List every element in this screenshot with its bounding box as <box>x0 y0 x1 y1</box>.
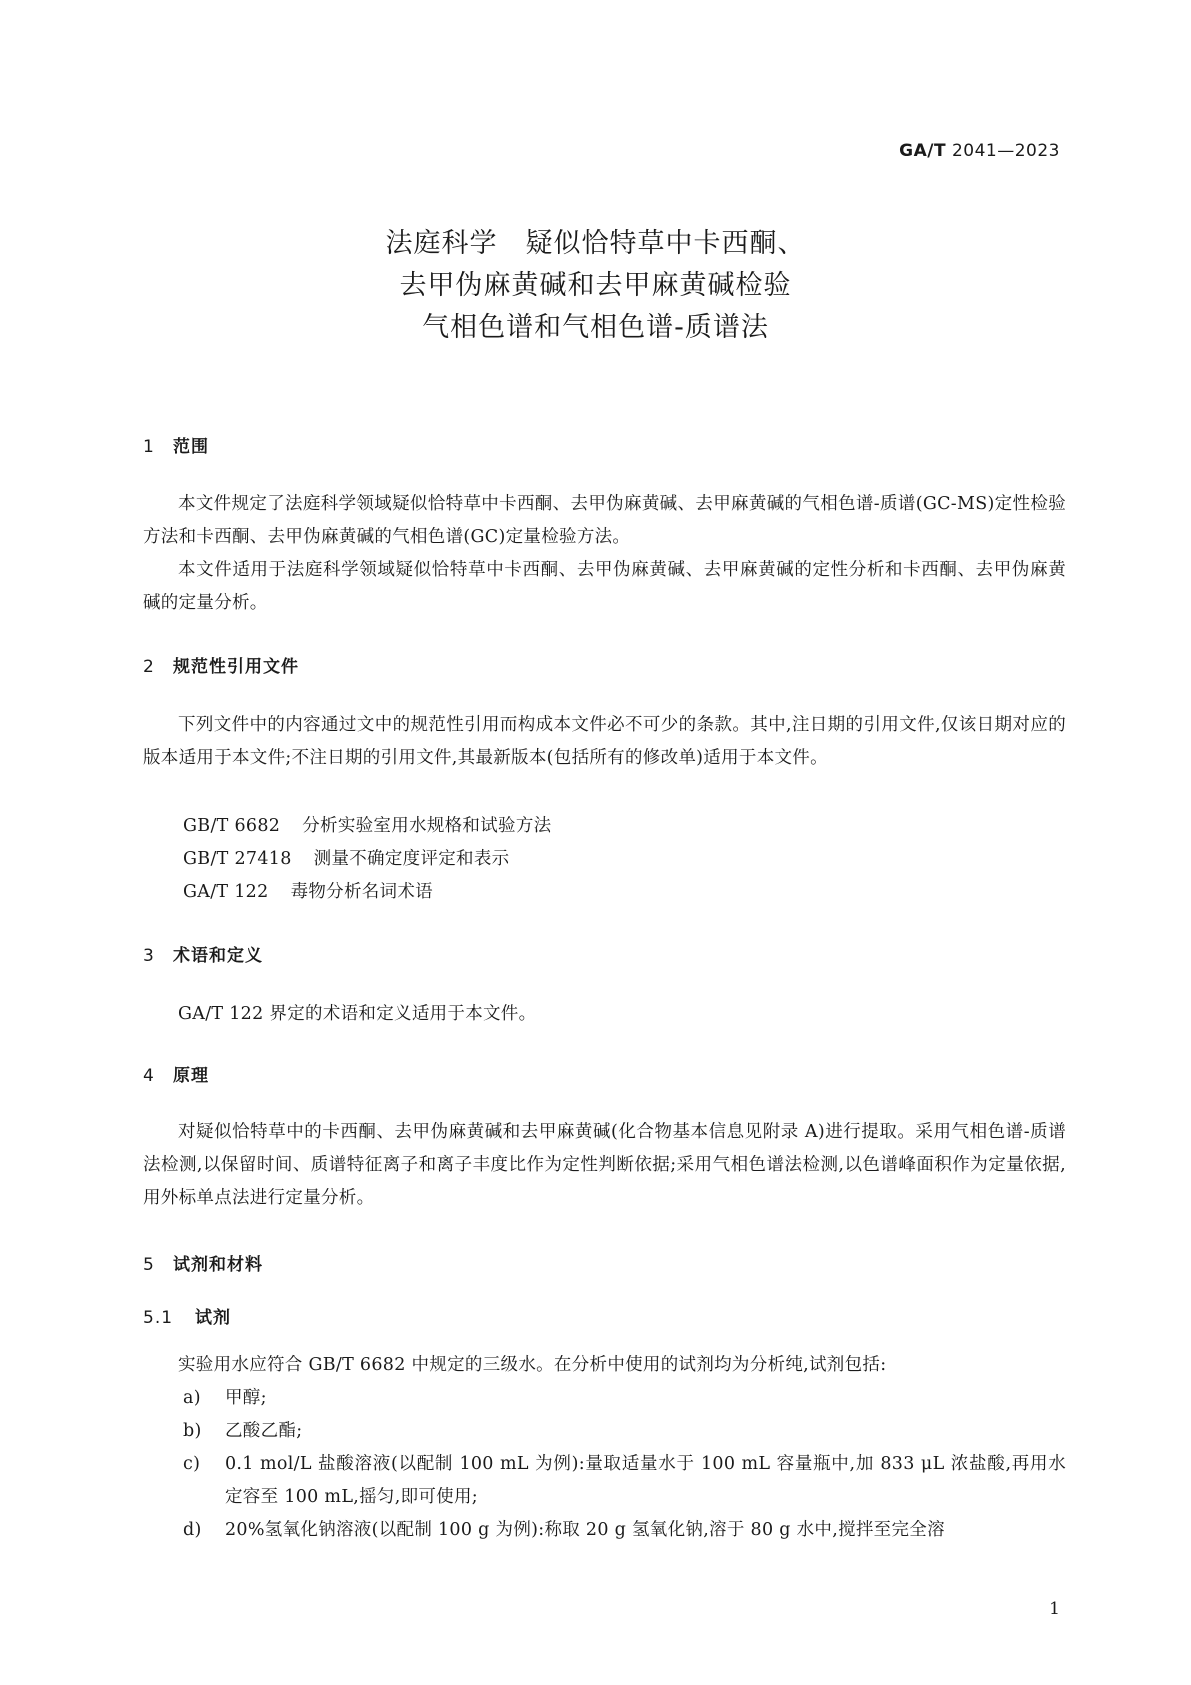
section-number: 2 <box>143 657 155 677</box>
reference-code: GB/T 6682 <box>183 816 281 836</box>
section-number: 3 <box>143 946 155 966</box>
subsection-title: 试剂 <box>195 1308 231 1328</box>
list-item-text: 20%氢氧化钠溶液(以配制 100 g 为例):称取 20 g 氢氧化钠,溶于 80 g 水中,搅拌至完全溶 <box>225 1520 945 1540</box>
list-item-text: 0.1 mol/L 盐酸溶液(以配制 100 mL 为例):量取适量水于 100 mL 容量瓶中,加 833 μL 浓盐酸,再用水定容至 100 mL,摇匀,即可使用; <box>225 1454 1066 1507</box>
paragraph: GA/T 122 界定的术语和定义适用于本文件。 <box>178 1004 537 1024</box>
section-heading-3 <box>143 941 263 966</box>
document-code <box>899 141 1060 161</box>
subsection-heading-5-1 <box>143 1303 231 1328</box>
reference-code: GA/T 122 <box>183 882 269 902</box>
normative-reference <box>183 878 433 903</box>
section-title: 原理 <box>173 1066 209 1086</box>
paragraph: 下列文件中的内容通过文中的规范性引用而构成本文件必不可少的条款。其中,注日期的引用文件,仅该日期对应的版本适用于本文件;不注日期的引用文件,其最新版本(包括所有的修改单)适用于本文件。 <box>143 715 1066 768</box>
document-title-line-3: 气相色谱和气相色谱-质谱法 <box>422 312 769 343</box>
document-title-line-2: 去甲伪麻黄碱和去甲麻黄碱检验 <box>399 270 792 301</box>
section-heading-1 <box>143 432 209 457</box>
paragraph: 实验用水应符合 GB/T 6682 中规定的三级水。在分析中使用的试剂均为分析纯,试剂包括: <box>178 1355 887 1375</box>
list-item <box>183 1415 1066 1448</box>
reference-title: 分析实验室用水规格和试验方法 <box>302 816 552 836</box>
paragraph: 本文件适用于法庭科学领域疑似恰特草中卡西酮、去甲伪麻黄碱、去甲麻黄碱的定性分析和卡西酮、去甲伪麻黄碱的定量分析。 <box>143 560 1066 613</box>
section-title: 范围 <box>173 437 209 457</box>
list-item <box>183 1448 1066 1514</box>
section-number: 4 <box>143 1066 155 1086</box>
normative-reference <box>183 812 551 837</box>
list-item <box>183 1514 1066 1547</box>
section-number: 5 <box>143 1255 155 1275</box>
page-number: 1 <box>1049 1599 1060 1619</box>
list-marker: a) <box>183 1388 201 1408</box>
reference-title: 测量不确定度评定和表示 <box>313 849 510 869</box>
section-title: 规范性引用文件 <box>173 657 299 677</box>
list-marker: c) <box>183 1454 201 1474</box>
paragraph: 本文件规定了法庭科学领域疑似恰特草中卡西酮、去甲伪麻黄碱、去甲麻黄碱的气相色谱-质谱(GC-MS)定性检验方法和卡西酮、去甲伪麻黄碱的气相色谱(GC)定量检验方法。 <box>143 494 1066 547</box>
document-title-line-1: 法庭科学 疑似恰特草中卡西酮、 <box>385 228 806 259</box>
reference-title: 毒物分析名词术语 <box>290 882 433 902</box>
section-title: 试剂和材料 <box>173 1255 263 1275</box>
subsection-number: 5.1 <box>143 1308 174 1328</box>
list-item-text: 甲醇; <box>225 1388 267 1408</box>
normative-reference <box>183 845 509 870</box>
document-code-prefix: GA/T <box>899 141 947 161</box>
list-marker: d) <box>183 1520 202 1540</box>
list-marker: b) <box>183 1421 202 1441</box>
list-item <box>183 1382 1066 1415</box>
section-title: 术语和定义 <box>173 946 263 966</box>
section-heading-4 <box>143 1061 209 1086</box>
document-code-number: 2041—2023 <box>951 141 1060 161</box>
section-number: 1 <box>143 437 155 457</box>
reference-code: GB/T 27418 <box>183 849 292 869</box>
paragraph: 对疑似恰特草中的卡西酮、去甲伪麻黄碱和去甲麻黄碱(化合物基本信息见附录 A)进行提取。采用气相色谱-质谱法检测,以保留时间、质谱特征离子和离子丰度比作为定性判断依据;采用气相色谱法检测,以色谱峰面积作为定量依据,用外标单点法进行定量分析。 <box>143 1122 1066 1208</box>
section-heading-5 <box>143 1250 263 1275</box>
section-heading-2 <box>143 652 299 677</box>
list-item-text: 乙酸乙酯; <box>225 1421 303 1441</box>
